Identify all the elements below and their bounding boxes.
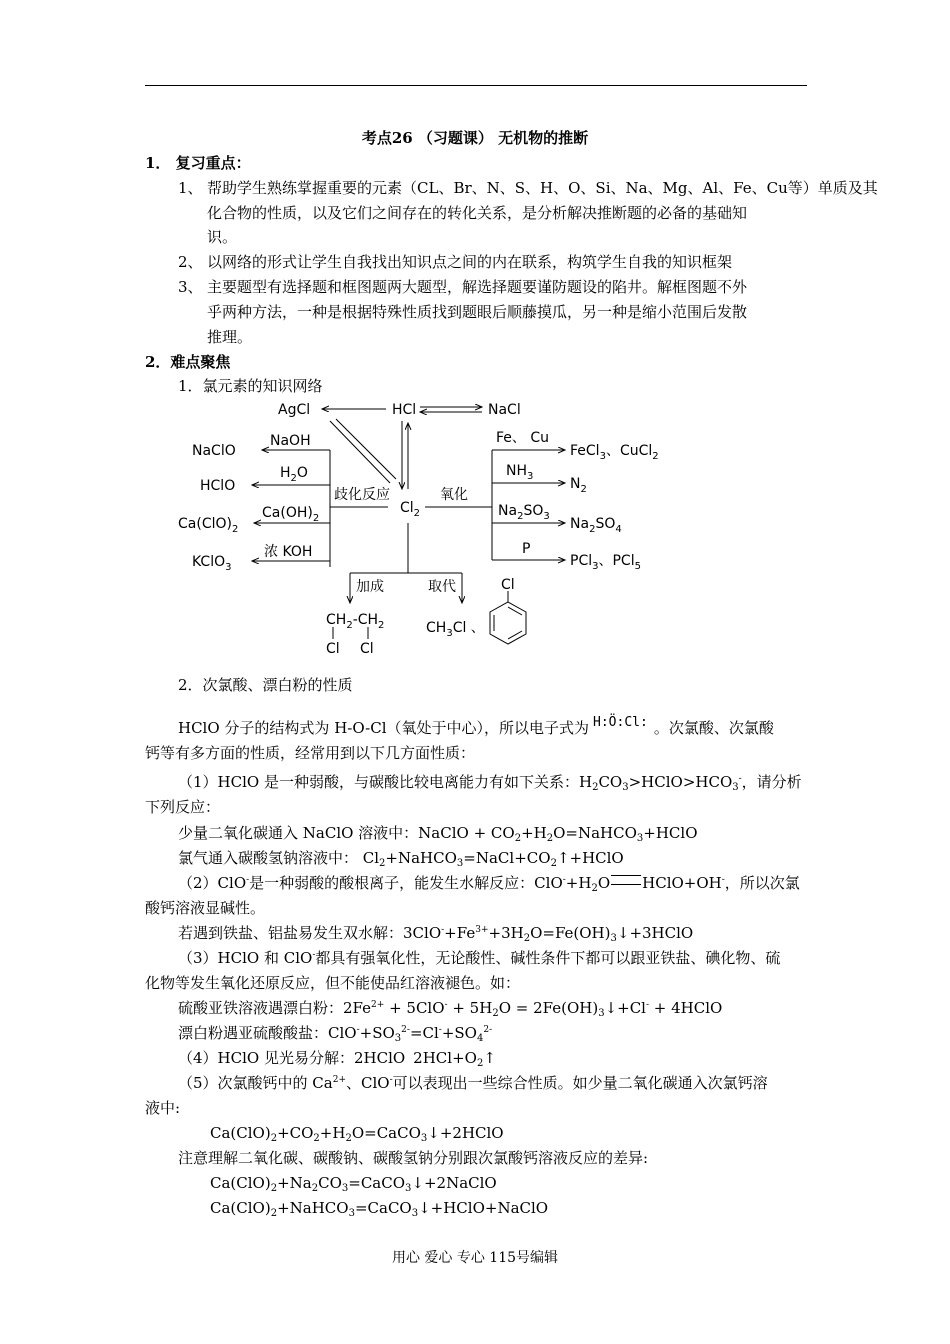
- para-hydrolysis-cont: 酸钙溶液显碱性。: [145, 899, 266, 917]
- item-1-line-3: 识。: [207, 228, 238, 246]
- diag-addition: 加成: [356, 579, 384, 595]
- eq-co2-naclo: 少量二氧化碳通入 NaClO 溶液中：NaClO + $CO_2+H_2O=NaHCO_3+HClO$: [178, 824, 698, 844]
- diag-dichloroethane: $CH_2-CH_2$: [326, 612, 385, 631]
- diag-hcl: HCl: [392, 402, 417, 418]
- item-2-number: 2、: [178, 253, 203, 271]
- diag-substitution: 取代: [428, 579, 456, 595]
- eq-bleach-sulfite: 漂白粉遇亚硫酸酸盐：$ClO^-+SO_3^{2-}=Cl^-+SO_4^{2-}$: [178, 1024, 493, 1044]
- page-title: 考点26 （习题课） 无机物的推断: [361, 129, 589, 147]
- diag-na2so3: $Na_2SO_3$: [498, 503, 550, 522]
- subsection-chlorine-network: 1．氯元素的知识网络: [178, 377, 323, 395]
- para-weak-acid-cont: 下列反应：: [145, 798, 221, 816]
- item-3-line-2: 乎两种方法，一种是根据特殊性质找到题眼后顺藤摸瓜，另一种是缩小范围后发散: [207, 303, 748, 321]
- diag-caclo2: $Ca(ClO)_2$: [178, 516, 239, 535]
- item-3-number: 3、: [178, 278, 203, 296]
- eq-double-hydrolysis: 若遇到铁盐、铝盐易发生双水解：$3ClO^-+Fe^{3+}+3H_2O=Fe(OH)_3↓+3HClO$: [178, 924, 694, 944]
- diag-fe-cu: Fe、 Cu: [496, 430, 549, 446]
- diag-conc-koh: 浓 KOH: [264, 544, 313, 560]
- diag-pcl3-pcl5: PCl$_3$、PCl$_5$: [570, 553, 641, 572]
- para-hydrolysis: （2）ClO-是一种弱酸的酸根离子，能发生水解反应：$ClO^-+H_2O$ HClO+OH-，所以次氯: [178, 874, 800, 894]
- diag-cl-b: Cl: [360, 641, 374, 657]
- eq-cl2-nahco3: 氯气通入碳酸氢钠溶液中： $Cl_2+NaHCO_3=NaCl+CO_2↑+HClO$: [178, 849, 624, 869]
- electron-formula: H:Ö:Cl:: [593, 715, 648, 730]
- diag-caoh2: $Ca(OH)_2$: [262, 505, 320, 524]
- diag-agcl: AgCl: [278, 402, 311, 418]
- diag-ch3cl: $CH_3Cl$ 、: [426, 620, 485, 639]
- chlorine-network-diagram: [170, 395, 690, 675]
- para-oxidizing: （3）HClO 和 ClO-都具有强氧化性，无论酸性、碱性条件下都可以跟亚铁盐、碘化物、硫: [178, 949, 781, 967]
- item-1-line-2: 化合物的性质，以及它们之间存在的转化关系，是分析解决推断题的必备的基础知: [207, 204, 748, 222]
- item-2-line-1: 以网络的形式让学生自我找出知识点之间的内在联系，构筑学生自我的知识框架: [207, 253, 733, 271]
- eq-hclo-decomposition: （4）HClO 见光易分解：2HClO $2HCl+O_2↑$: [178, 1049, 496, 1069]
- diag-benzene-cl: Cl: [501, 577, 515, 593]
- page-footer: 用心 爱心 专心 115号编辑: [391, 1250, 559, 1266]
- diag-p: P: [522, 541, 531, 557]
- item-1-line-1: 帮助学生熟练掌握重要的元素（CL、Br、N、S、H、O、Si、Na、Mg、Al、Fe、Cu等）单质及其: [207, 179, 878, 197]
- item-3-line-1: 主要题型有选择题和框图题两大题型，解选择题要谨防题设的陷井。解框图题不外: [207, 278, 748, 296]
- section-1-heading: 1． 复习重点：: [145, 154, 251, 172]
- diag-hclo: HClO: [200, 478, 236, 494]
- eq-feso4-bleach: 硫酸亚铁溶液遇漂白粉：$2Fe^{2+} + 5ClO^- + 5H_2O$ = $2Fe(OH)_3↓+Cl^-$ + 4HClO: [178, 999, 723, 1019]
- diag-na2so4: $Na_2SO_4$: [570, 516, 622, 535]
- eq-caclo2-na2co3: $Ca(ClO)_2+Na_2CO_3=CaCO_3↓+2NaClO$: [210, 1174, 497, 1194]
- para-ca-clo: （5）次氯酸钙中的 $Ca^{2+}$、ClO-可以表现出一些综合性质。如少量二氧化碳通入次氯钙溶: [178, 1074, 768, 1092]
- diag-oxidation: 氧化: [440, 487, 468, 503]
- item-1-number: 1、: [178, 179, 203, 197]
- subsection-hclo-properties: 2．次氯酸、漂白粉的性质: [178, 676, 353, 694]
- para-structure: HClO 分子的结构式为 H-O-Cl（氧处于中心），所以电子式为 H:Ö:Cl: 。次氯酸、次氯酸: [178, 715, 774, 737]
- header-rule: [145, 85, 807, 86]
- section-2-heading: 2．难点聚焦: [145, 353, 231, 371]
- diag-naclo: NaClO: [192, 443, 236, 459]
- diag-nacl: NaCl: [488, 402, 521, 418]
- para-difference-note: 注意理解二氧化碳、碳酸钠、碳酸氢钠分别跟次氯酸钙溶液反应的差异:: [178, 1149, 649, 1167]
- diag-naoh: NaOH: [270, 433, 311, 449]
- diag-kclo3: KClO$_3$: [192, 554, 232, 573]
- para-ca-clo-cont: 液中:: [145, 1099, 181, 1117]
- item-3-line-3: 推理。: [207, 328, 253, 346]
- diag-fecl3-cucl2: FeCl$_3$、CuCl$_2$: [570, 443, 659, 462]
- equilibrium-arrow-icon: [611, 875, 641, 885]
- diag-cl2: $Cl_2$: [400, 500, 421, 519]
- diag-disproportionation: 歧化反应: [334, 487, 390, 503]
- diag-nh3: $NH_3$: [506, 463, 534, 482]
- diag-cl-a: Cl: [326, 641, 340, 657]
- diag-h2o: $H_2O$: [280, 465, 308, 484]
- para-structure-cont: 钙等有多方面的性质，经常用到以下几方面性质：: [145, 744, 476, 762]
- diag-n2: $N_2$: [570, 476, 587, 495]
- para-oxidizing-cont: 化物等发生氧化还原反应，但不能使品红溶液褪色。如：: [145, 974, 521, 992]
- eq-caclo2-nahco3: $Ca(ClO)_2+NaHCO_3=CaCO_3↓+HClO+NaClO$: [210, 1199, 549, 1219]
- para-weak-acid: （1）HClO 是一种弱酸，与碳酸比较电离能力有如下关系：$H_2CO_3>HClO>HCO_3^-$，请分析: [178, 773, 802, 793]
- eq-caclo2-co2: $Ca(ClO)_2+CO_2+H_2O=CaCO_3↓+2HClO$: [210, 1124, 504, 1144]
